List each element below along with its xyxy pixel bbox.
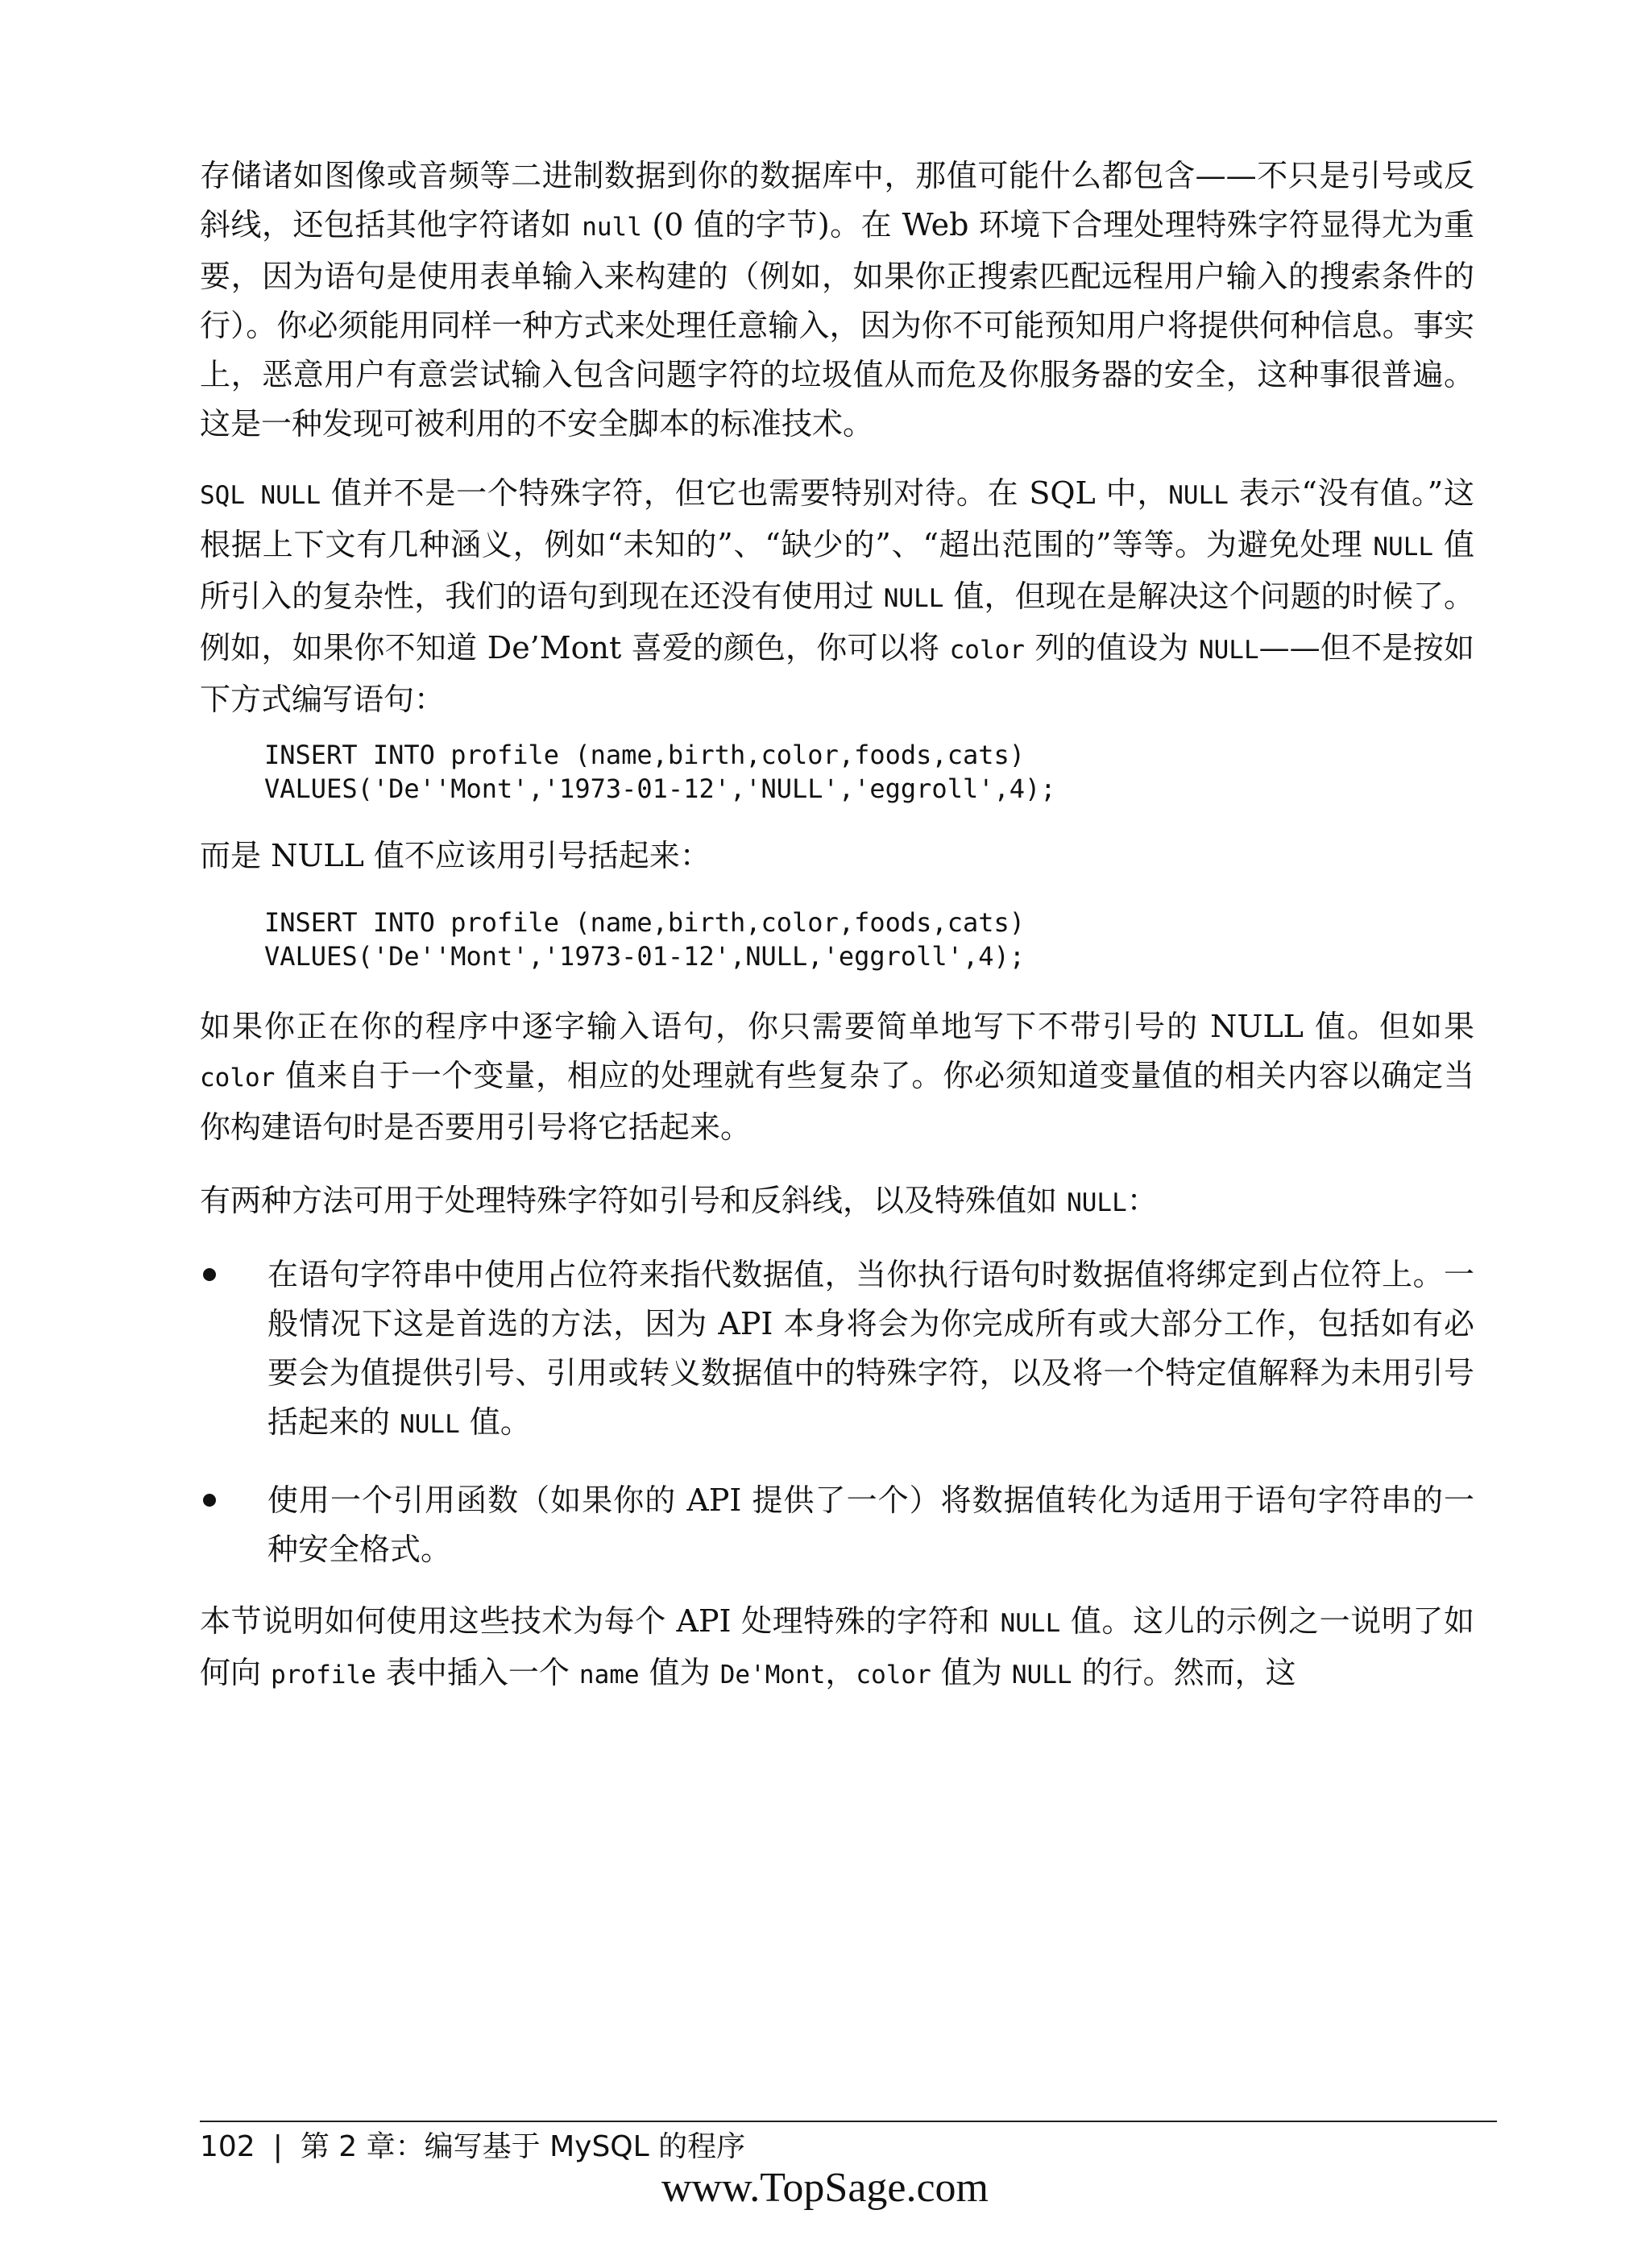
page-number: 102 <box>200 2130 255 2163</box>
paragraph-4 <box>200 1002 1474 1152</box>
footer-separator: | <box>272 2130 283 2163</box>
list-item-text <box>267 1250 1474 1449</box>
text-run: 在语句字符串中使用占位符来指代数据值，当你执行语句时数据值将绑定到占位符上。一般情况下这是首选的方法，因为 API 本身将会为你完成所有或大部分工作，包括如有必要会为值提供引号、引用或转义数据值中的特殊字符，以及将一个特定值解释为未用引号括起来的 <box>267 1257 1474 1440</box>
list-item-text: 使用一个引用函数（如果你的 API 提供了一个）将数据值转化为适用于语句字符串的一种安全格式。 <box>267 1482 1474 1567</box>
chapter-title: 第 2 章：编写基于 MySQL 的程序 <box>300 2130 746 2163</box>
paragraph-5 <box>200 1176 1474 1228</box>
text-run: (0 值的字节)。在 Web 环境下合理处理特殊字符显得尤为重要，因为语句是使用表单输入来构建的（例如，如果你正搜索匹配远程用户输入的搜索条件的行）。你必须能用同样一种方式来处理任意输入，因为你不可能预知用户将提供何种信息。事实上，恶意用户有意尝试输入包含问题字符的垃圾值从而危及你服务器的安全，这种事很普遍。这是一种发现可被利用的不安全脚本的标准技术。 <box>200 207 1474 442</box>
inline-code: De'Mont <box>719 1661 826 1690</box>
bullet-icon <box>203 1494 216 1507</box>
text-run: 有两种方法可用于处理特殊字符如引号和反斜线，以及特殊值如 <box>200 1183 1068 1218</box>
text-run: 值，但现在是解决这个问题的时候了。例如，如果你不知道 De’Mont 喜爱的颜色，你可以将 <box>200 578 1474 665</box>
inline-code: color <box>949 636 1025 665</box>
inline-code: color <box>856 1661 931 1690</box>
inline-code: NULL <box>1198 636 1259 665</box>
text-run: 表示“没有值。”这根据上下文有几种涵义，例如“未知的”、“缺少的”、“超出范围的”等等。为避免处理 <box>200 475 1474 562</box>
text-run: 本节说明如何使用这些技术为每个 API 处理特殊的字符和 <box>200 1603 1001 1639</box>
inline-code: NULL <box>1011 1661 1072 1690</box>
inline-code: NULL <box>1067 1188 1127 1217</box>
list-item <box>200 1476 1474 1574</box>
page-footer <box>200 2127 745 2167</box>
text-run: ， <box>825 1655 856 1690</box>
footer-divider <box>200 2121 1497 2122</box>
paragraph-1 <box>200 151 1474 449</box>
watermark: www.TopSage.com <box>661 2165 989 2211</box>
paragraph-2 <box>200 469 1474 724</box>
inline-code: NULL <box>1168 481 1229 510</box>
inline-code: profile <box>271 1661 376 1690</box>
inline-code: NULL <box>1373 533 1434 562</box>
inline-code: NULL <box>883 584 944 613</box>
inline-code: color <box>200 1064 276 1093</box>
text-run: ——但不是按如下方式编写语句： <box>200 630 1474 717</box>
text-run: 列的值设为 <box>1024 630 1199 665</box>
code-example-2: INSERT INTO profile (name,birth,color,foods,cats) VALUES('De''Mont','1973-01-12',NULL,'eggroll',4); <box>264 907 1026 972</box>
text-run: 的行。然而，这 <box>1072 1655 1296 1690</box>
paragraph-6 <box>200 1597 1474 1700</box>
text-run: 值为 <box>639 1655 720 1690</box>
text-run: 值来自于一个变量，相应的处理就有些复杂了。你必须知道变量值的相关内容以确定当你构建语句时是否要用引号将它括起来。 <box>200 1058 1474 1145</box>
text-run: 值所引入的复杂性，我们的语句到现在还没有使用过 <box>200 527 1474 614</box>
text-run: ： <box>1126 1183 1158 1218</box>
bullet-icon <box>203 1268 216 1281</box>
text-run: 表中插入一个 <box>375 1655 579 1690</box>
text-run: 值为 <box>931 1655 1012 1690</box>
inline-code: null <box>582 213 642 242</box>
text-run: 值并不是一个特殊字符，但它也需要特别对待。在 SQL 中， <box>321 475 1169 511</box>
list-item <box>200 1250 1474 1449</box>
inline-code: NULL <box>1000 1609 1061 1638</box>
inline-code: SQL NULL <box>200 481 321 510</box>
inline-code: name <box>578 1661 640 1690</box>
text-run: 如果你正在你的程序中逐字输入语句，你只需要简单地写下不带引号的 NULL 值。但如果 <box>200 1009 1474 1044</box>
text-run: 值。这儿的示例之一说明了如何向 <box>200 1603 1474 1690</box>
text-run: 值。 <box>459 1404 531 1440</box>
inline-code: NULL <box>400 1410 460 1439</box>
text-run: 存储诸如图像或音频等二进制数据到你的数据库中，那值可能什么都包含——不只是引号或反斜线，还包括其他字符诸如 <box>200 158 1474 243</box>
paragraph-3: 而是 NULL 值不应该用引号括起来： <box>200 838 711 873</box>
code-example-1: INSERT INTO profile (name,birth,color,foods,cats) VALUES('De''Mont','1973-01-12','NULL','eggroll',4); <box>264 740 1056 804</box>
